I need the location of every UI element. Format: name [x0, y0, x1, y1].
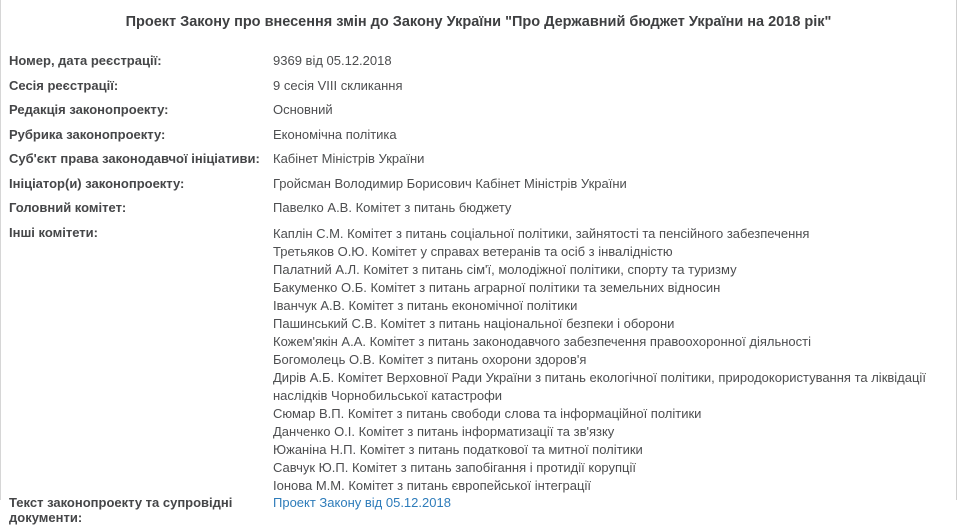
committee-item: Дирів А.Б. Комітет Верховної Ради України з питань екологічної політики, природокористування та ліквідації наслідків Чорнобильської катастрофи: [273, 369, 926, 403]
committee-item: Пашинський С.В. Комітет з питань національної безпеки і оборони: [273, 315, 675, 331]
committee-item: Сюмар В.П. Комітет з питань свободи слова та інформаційної політики: [273, 405, 702, 421]
committee-item: Іонова М.М. Комітет з питань європейської інтеграції: [273, 477, 591, 493]
field-value: Павелко А.В. Комітет з питань бюджету: [273, 200, 512, 215]
detail-row: [1, 78, 956, 93]
field-label: Сесія реєстрації:: [9, 77, 119, 93]
committee-item: Бакуменко О.Б. Комітет з питань аграрної політики та земельних відносин: [273, 279, 721, 295]
detail-row: [1, 200, 956, 215]
field-value: Гройсман Володимир Борисович Кабінет Міністрів України: [273, 175, 627, 191]
committee-item: Іванчук А.В. Комітет з питань економічної політики: [273, 297, 578, 313]
detail-row: [1, 53, 956, 68]
field-value: [273, 495, 956, 510]
field-label: Номер, дата реєстрації:: [9, 53, 162, 68]
detail-row: [1, 176, 956, 191]
committee-item: Третьяков О.Ю. Комітет у справах ветеранів та осіб з інвалідністю: [273, 243, 673, 259]
field-label: Інші комітети:: [9, 224, 98, 240]
page-title: Проект Закону про внесення змін до Закону України "Про Державний бюджет України на 2018 рік": [125, 14, 832, 30]
field-value: Основний: [273, 102, 333, 117]
committee-item: Богомолець О.В. Комітет з питань охорони здоров'я: [273, 351, 587, 367]
detail-row: [1, 225, 956, 495]
field-label: Текст законопроекту та супровідні документи:: [9, 494, 233, 525]
field-label: Рубрика законопроекту:: [9, 126, 166, 142]
details-list: [1, 53, 956, 525]
field-label: Головний комітет:: [9, 200, 127, 215]
committee-item: Каплін С.М. Комітет з питань соціальної політики, зайнятості та пенсійного забезпечення: [273, 225, 810, 241]
committee-item: Савчук Ю.П. Комітет з питань запобігання і протидії корупції: [273, 459, 636, 475]
committee-item: Палатний А.Л. Комітет з питань сім'ї, молодіжної політики, спорту та туризму: [273, 261, 737, 277]
field-label: Суб'єкт права законодавчої ініціативи:: [9, 151, 260, 166]
field-value: Кабінет Міністрів України: [273, 151, 425, 166]
field-value: 9369 від 05.12.2018: [273, 53, 392, 68]
field-value: 9 сесія VIII скликання: [273, 77, 403, 93]
committee-item: Данченко О.І. Комітет з питань інформатизації та зв'язку: [273, 423, 615, 439]
detail-row: [1, 495, 956, 525]
field-label: Ініціатор(и) законопроекту:: [9, 175, 185, 191]
committee-item: Кожем'якін А.А. Комітет з питань законодавчого забезпечення правоохоронної діяльності: [273, 333, 811, 349]
field-label: Редакція законопроекту:: [9, 102, 169, 117]
field-value: Економічна політика: [273, 126, 397, 142]
document-link[interactable]: Проект Закону від 05.12.2018: [273, 494, 451, 510]
detail-row: [1, 127, 956, 142]
field-value: [273, 225, 956, 495]
detail-row: [1, 151, 956, 166]
committee-item: Южаніна Н.П. Комітет з питань податкової та митної політики: [273, 441, 643, 457]
detail-row: [1, 102, 956, 117]
